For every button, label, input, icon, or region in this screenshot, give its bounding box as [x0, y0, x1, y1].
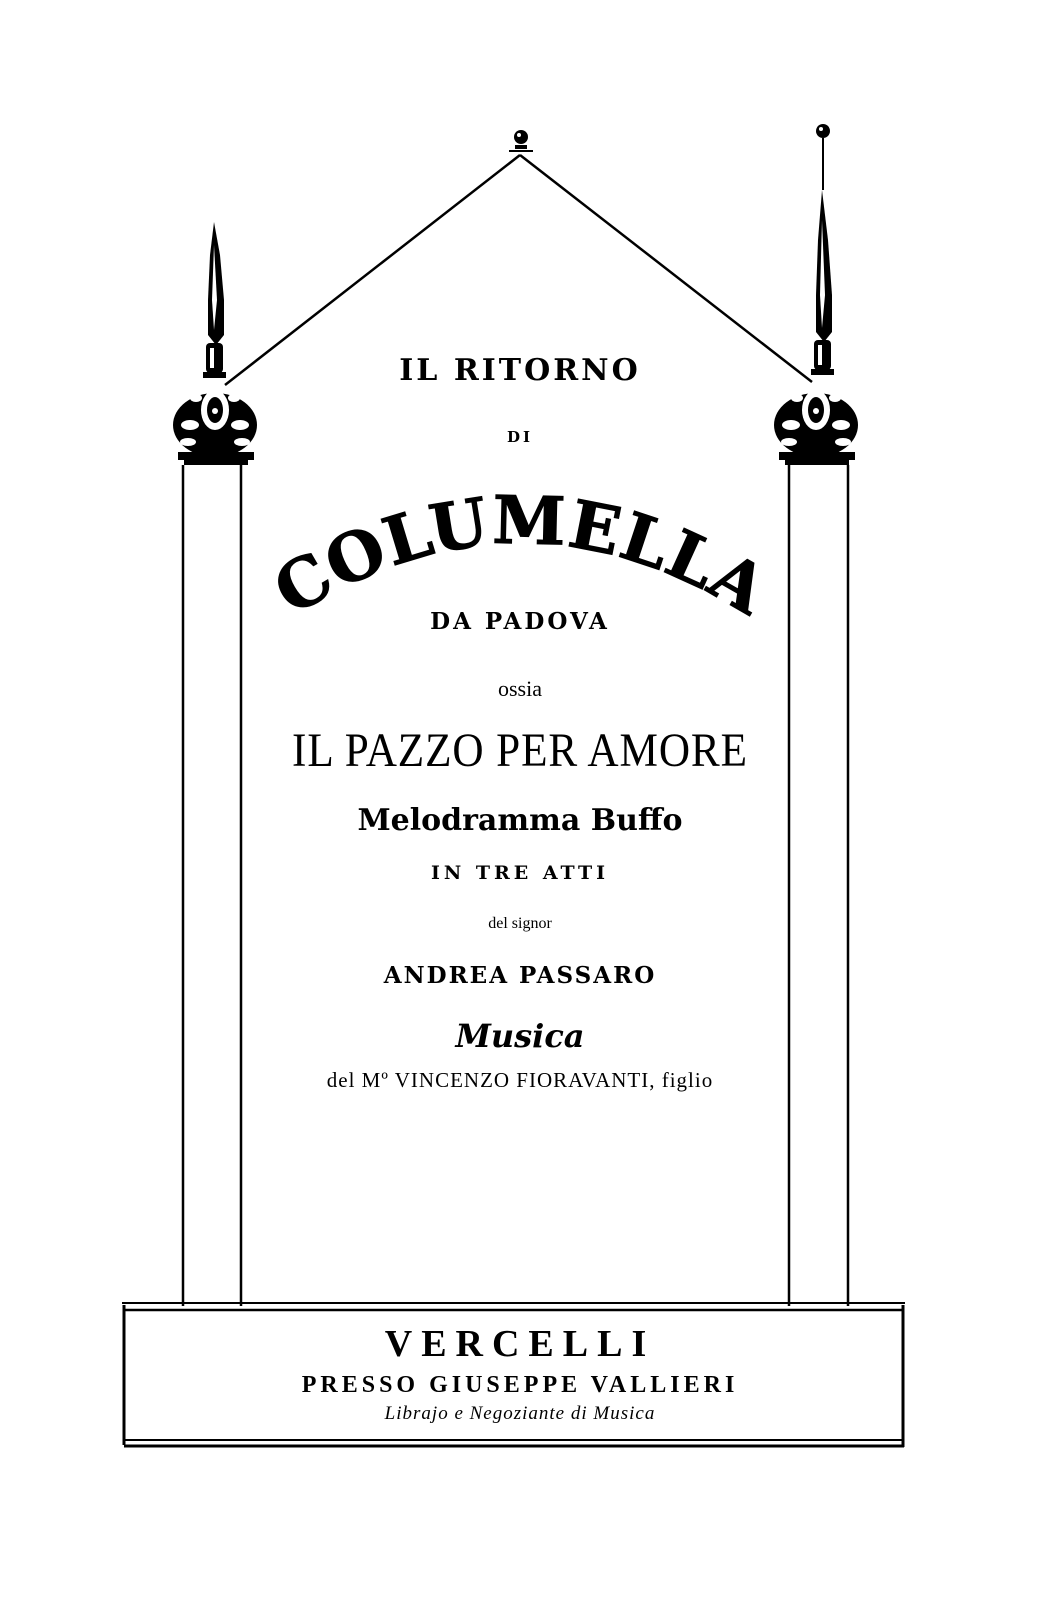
imprint-description: Librajo e Negoziante di Musica [384, 1403, 656, 1424]
spire-finial-icon [811, 190, 834, 375]
ossia-text: ossia [498, 676, 542, 701]
imprint-publisher: PRESSO GIUSEPPE VALLIERI [301, 1372, 739, 1398]
acts: IN TRE ATTI [430, 862, 610, 884]
genre: Melodramma Buffo [357, 803, 683, 838]
subtitle: IL PAZZO PER AMORE [292, 724, 748, 777]
by-signor: del signor [488, 915, 552, 932]
imprint-city: VERCELLI [384, 1323, 656, 1365]
music-label: Musica [455, 1017, 585, 1055]
ball-finial-icon [816, 124, 830, 190]
composer-line: del Mº VINCENZO FIORAVANTI, figlio [326, 1068, 714, 1092]
title-name-columella: COLUMELLA [261, 480, 781, 631]
title-line-da-padova: DA PADOVA [430, 608, 610, 635]
ball-finial-icon [509, 130, 533, 151]
title-di: DI [506, 428, 534, 446]
title-line-il-ritorno: IL RITORNO [399, 353, 641, 388]
pediment [225, 155, 812, 385]
librettist: ANDREA PASSARO [383, 962, 657, 989]
